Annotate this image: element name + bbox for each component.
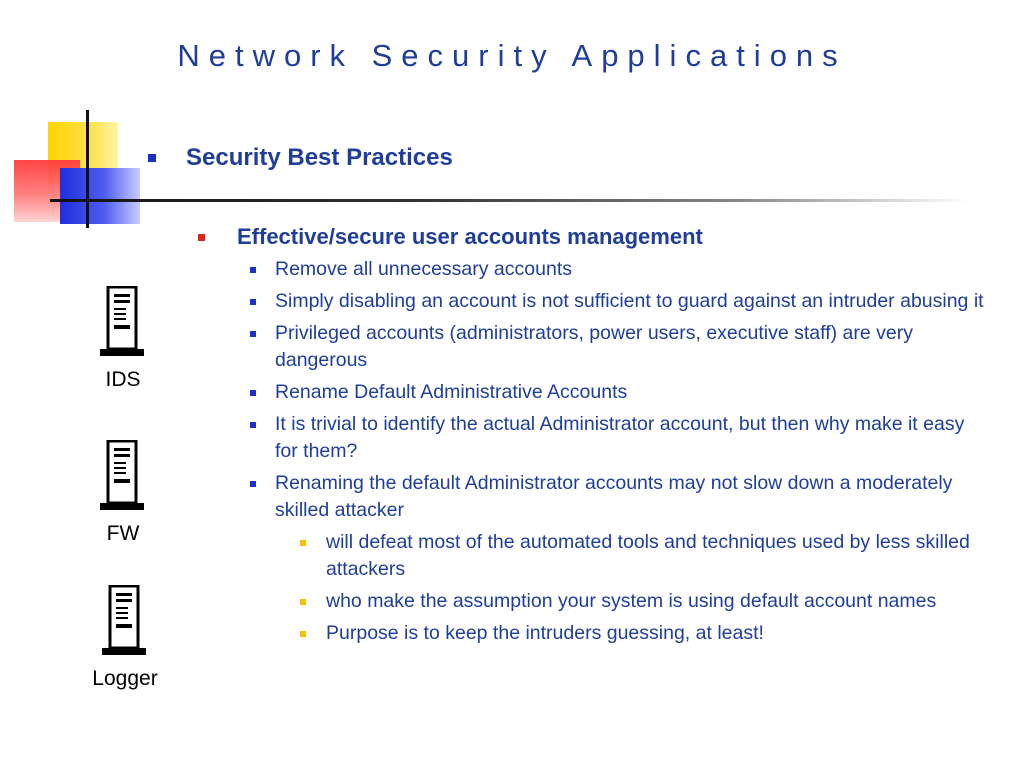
decorative-logo xyxy=(0,0,160,240)
square-bullet-icon xyxy=(250,481,256,487)
list-item xyxy=(300,620,988,647)
device-ids xyxy=(78,286,168,392)
subheading-text: Effective/secure user accounts management xyxy=(237,224,703,249)
list-item-text: Renaming the default Administrator accounts may not slow down a moderately skilled attacker xyxy=(275,472,953,521)
square-bullet-icon xyxy=(300,631,306,637)
square-bullet-icon xyxy=(250,299,256,305)
list-item xyxy=(250,256,988,283)
horizontal-divider xyxy=(50,199,970,202)
list-item xyxy=(250,411,988,465)
server-tower-icon xyxy=(98,440,148,512)
server-tower-icon xyxy=(100,585,150,657)
vertical-divider xyxy=(86,110,89,228)
square-bullet-icon xyxy=(300,540,306,546)
square-bullet-icon xyxy=(250,422,256,428)
nested-bullet-list xyxy=(300,529,988,647)
list-item xyxy=(250,470,988,524)
device-logger xyxy=(80,585,170,691)
list-item xyxy=(250,288,988,315)
square-bullet-icon xyxy=(250,331,256,337)
square-bullet-icon xyxy=(250,267,256,273)
blue-square-shape xyxy=(60,168,140,224)
list-item-text: Simply disabling an account is not sufficient to guard against an intruder abusing it xyxy=(275,290,984,312)
square-bullet-icon xyxy=(300,599,306,605)
list-item-text: Purpose is to keep the intruders guessing, at least! xyxy=(326,622,764,644)
device-label: FW xyxy=(106,522,140,545)
square-bullet-icon xyxy=(198,234,205,241)
bullet-content xyxy=(198,224,988,652)
list-item xyxy=(250,320,988,374)
square-bullet-icon xyxy=(148,154,156,162)
list-item-text: who make the assumption your system is using default account names xyxy=(326,590,937,612)
device-fw xyxy=(78,440,168,546)
list-item-text: Privileged accounts (administrators, power users, executive staff) are very dangerous xyxy=(275,322,913,371)
list-item-text: will defeat most of the automated tools and techniques used by less skilled attackers xyxy=(326,531,970,580)
subheading xyxy=(198,224,988,250)
device-label: IDS xyxy=(105,368,141,391)
list-item-text: Rename Default Administrative Accounts xyxy=(275,381,628,403)
device-label: Logger xyxy=(92,667,158,690)
list-item xyxy=(300,529,988,583)
slide-title: Network Security Applications xyxy=(177,38,847,73)
server-tower-icon xyxy=(98,286,148,358)
list-item xyxy=(300,588,988,615)
list-item xyxy=(250,379,988,406)
section-heading xyxy=(148,144,453,172)
square-bullet-icon xyxy=(250,390,256,396)
section-heading-text: Security Best Practices xyxy=(186,144,453,171)
list-item-text: Remove all unnecessary accounts xyxy=(275,258,572,280)
list-item-text: It is trivial to identify the actual Administrator account, but then why make it easy for them? xyxy=(275,413,965,462)
bullet-list xyxy=(250,256,988,647)
